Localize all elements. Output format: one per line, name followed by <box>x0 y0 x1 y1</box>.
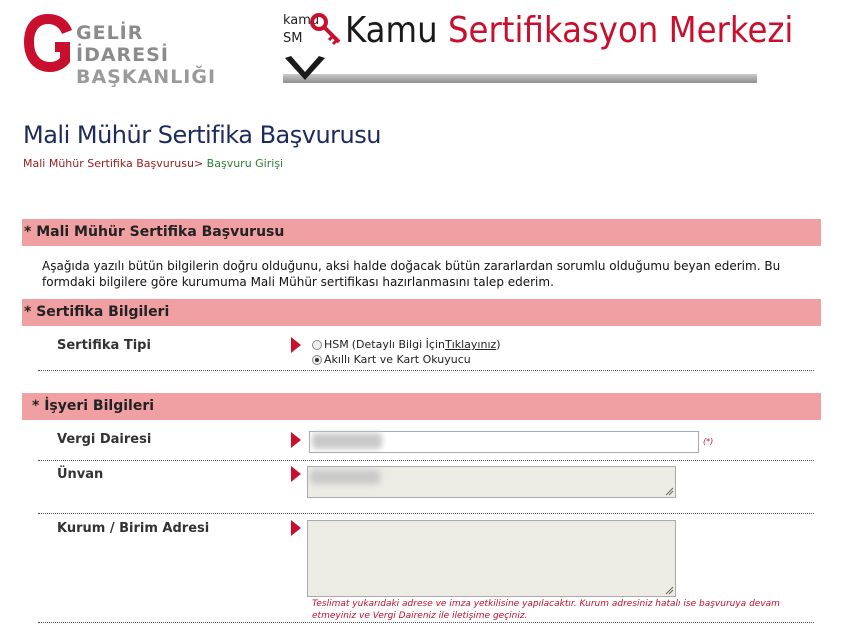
gib-logo <box>22 10 232 88</box>
hsm-detail-link[interactable]: Tıklayınız <box>444 338 497 351</box>
header-bar <box>283 74 757 83</box>
gib-name-line1: GELİR İDARESİ <box>76 22 169 66</box>
section-application-header: * Mali Mühür Sertifika Başvurusu <box>22 219 821 246</box>
resize-handle-icon[interactable] <box>665 586 674 595</box>
radio-card-row[interactable] <box>312 353 471 366</box>
hsm-detail-suffix: ) <box>496 338 501 351</box>
checkmark-icon <box>285 54 325 80</box>
address-label: Kurum / Birim Adresi <box>57 521 210 536</box>
required-mark: (*) <box>703 437 714 446</box>
breadcrumb <box>23 157 283 170</box>
gib-logo-icon <box>22 12 74 74</box>
radio-card[interactable] <box>312 355 322 365</box>
tax-office-label: Vergi Dairesi <box>57 432 152 447</box>
divider <box>38 513 814 514</box>
certificate-type-label: Sertifika Tipi <box>57 338 151 353</box>
arrow-right-icon <box>291 520 301 536</box>
divider <box>38 460 814 461</box>
address-textarea[interactable] <box>307 520 676 597</box>
delivery-note: Teslimat yukarıdaki adrese ve imza yetkilisine yapılacaktır. Kurum adresiniz hatalı ise başvuruya devam etmeyiniz ve Vergi Daireniz ile iletişime geçiniz. <box>312 599 780 621</box>
ksm-small-kamu: kamu <box>283 13 320 28</box>
breadcrumb-parent[interactable]: Mali Mühür Sertifika Başvurusu> <box>23 157 204 170</box>
hsm-detail-prefix: (Detaylı Bilgi İçin <box>351 338 445 351</box>
ksm-key-icon <box>305 10 345 50</box>
radio-hsm-label: HSM <box>324 338 349 351</box>
redacted-value <box>312 433 382 449</box>
gib-name-line2: BAŞKANLIĞI <box>76 66 217 88</box>
ksm-logo <box>283 8 794 86</box>
radio-card-label: Akıllı Kart ve Kart Okuyucu <box>324 353 471 366</box>
section-certificate-header: * Sertifika Bilgileri <box>22 299 821 326</box>
arrow-right-icon <box>291 432 301 448</box>
arrow-right-icon <box>291 466 301 482</box>
ksm-title: Kamu Sertifikasyon Merkezi <box>345 10 794 51</box>
page-title: Mali Mühür Sertifika Başvurusu <box>23 121 381 149</box>
radio-hsm-row[interactable] <box>312 338 501 351</box>
arrow-right-icon <box>291 337 301 353</box>
divider <box>38 622 814 623</box>
title-label: Ünvan <box>57 467 104 482</box>
site-header <box>0 0 860 86</box>
resize-handle-icon[interactable] <box>665 487 674 496</box>
divider <box>38 370 814 371</box>
redacted-value <box>310 470 380 484</box>
breadcrumb-current: Başvuru Girişi <box>206 157 284 170</box>
section-workplace-header: * İşyeri Bilgileri <box>22 393 821 420</box>
radio-hsm[interactable] <box>312 340 322 350</box>
declaration-text: Aşağıda yazılı bütün bilgilerin doğru olduğunu, aksi halde doğacak bütün zararlardan sorumlu olduğumu beyan ederim. Bu formdaki bilgilere göre kurumuma Mali Mühür sertifikası hazırlanmasını talep ederim. <box>42 259 781 289</box>
ksm-small-sm: SM <box>283 31 303 46</box>
